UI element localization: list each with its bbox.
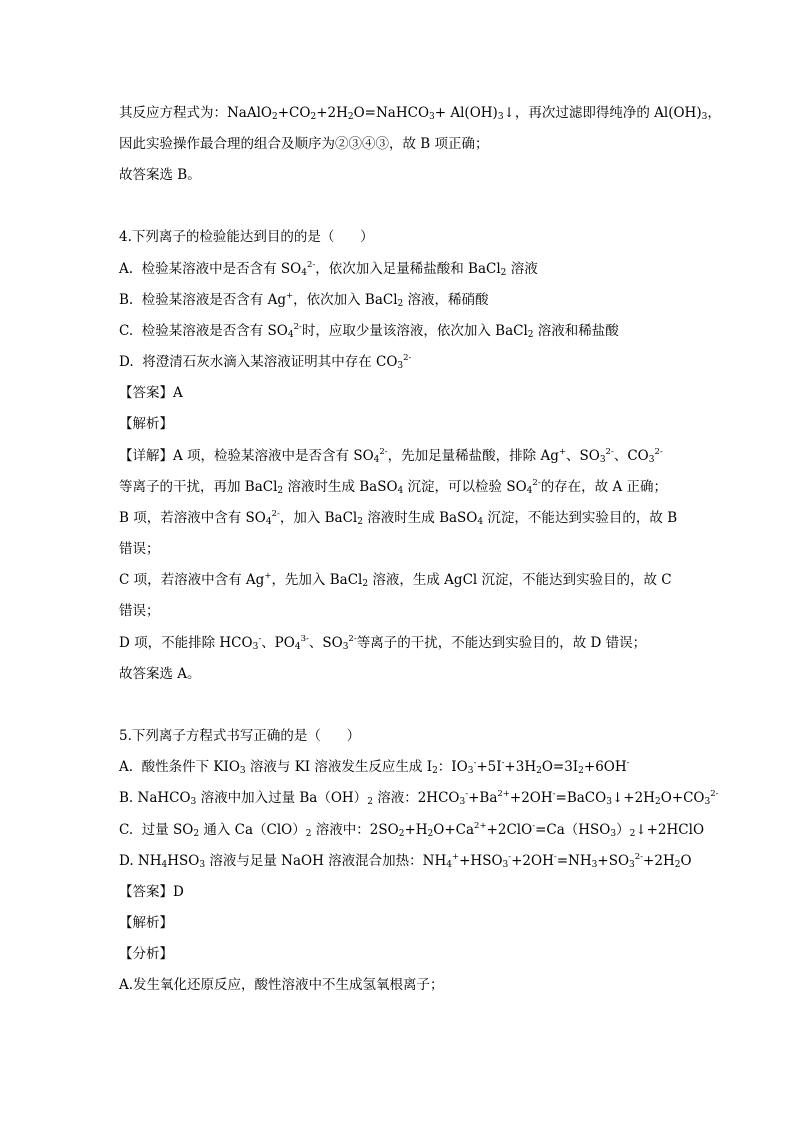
question-4-detail-line: 【详解】A 项，检验某溶液中是否含有 $SO_4^{2-}$，先加足量稀盐酸，排除 Ag+、$SO_3^{2-}$、$CO_3^{2-}$ — [119, 447, 663, 465]
question-5-answer: 【答案】D — [119, 884, 184, 900]
question-4-detail-line: C 项，若溶液中含有 Ag+，先加入 BaCl$_2$ 溶液，生成 AgCl 沉淀，不能达到实验目的，故 C — [119, 571, 672, 589]
question-5-analysis-subheading: 【分析】 — [119, 946, 173, 962]
question-5-option-a: A. 酸性条件下 $KIO_3$ 溶液与 KI 溶液发生反应生成 $I_2$：$IO_3^-+5I^-+3H_2O=3I_2+6OH^-$ — [119, 758, 630, 776]
question-4-option-c: C. 检验某溶液是否含有 $SO_4^{2-}$时，应取少量该溶液，依次加入 BaCl$_2$ 溶液和稀盐酸 — [119, 322, 619, 340]
question-4-detail-line: 错误； — [119, 603, 160, 619]
question-5-option-c: C. 过量 $SO_2$ 通入 $Ca(ClO)_2$ 溶液中：$2SO_2+H_2O+Ca^{2+}+2ClO^-=Ca(HSO_3)_2↓+2HClO$ — [119, 821, 705, 839]
question-5-option-d: D. $NH_4HSO_3$ 溶液与足量 NaOH 溶液混合加热：$NH_4^++HSO_3^-+2OH^-=NH_3+SO_3^{2-}+2H_2O$ — [119, 852, 692, 870]
question-4-detail-line: 错误； — [119, 541, 160, 557]
answer-summary-line: 故答案选 B。 — [119, 167, 201, 183]
conclusion-line: 因此实验操作最合理的组合及顺序为②③④③，故 B 项正确； — [119, 136, 489, 152]
question-4-conclusion: 故答案选 A。 — [119, 666, 201, 682]
question-5-stem: 5.下列离子方程式书写正确的是（ ） — [119, 728, 361, 744]
reaction-equation-line: 其反应方程式为：$NaAlO_2+CO_2+2H_2O=NaHCO_3+$ $Al(OH)_3↓$，再次过滤即得纯净的 $Al(OH)_3$， — [119, 105, 721, 122]
question-5-analysis-line: A.发生氧化还原反应，酸性溶液中不生成氢氧根离子； — [119, 977, 444, 993]
question-4-detail-line: 等离子的干扰，再加 BaCl$_2$ 溶液时生成 BaSO$_4$ 沉淀，可以检验 $SO_4^{2-}$的存在，故 A 正确； — [119, 478, 668, 496]
question-4-detail-line: D 项，不能排除 $HCO_3^-$、$PO_4^{3-}$、$SO_3^{2-}$等离子的干扰，不能达到实验目的，故 D 错误； — [119, 634, 647, 652]
question-4-analysis-heading: 【解析】 — [119, 416, 173, 432]
question-4-option-a: A. 检验某溶液中是否含有 $SO_4^{2-}$，依次加入足量稀盐酸和 BaCl$_2$ 溶液 — [119, 260, 538, 278]
question-5-analysis-heading: 【解析】 — [119, 915, 173, 931]
question-4-option-b: B. 检验某溶液是否含有 Ag+，依次加入 BaCl$_2$ 溶液，稀硝酸 — [119, 291, 489, 309]
question-4-answer: 【答案】A — [119, 385, 183, 401]
question-4-stem: 4.下列离子的检验能达到目的的是（ ） — [119, 229, 374, 245]
question-5-option-b: B. NaHCO$_3$ 溶液中加入过量 $Ba(OH)_2$ 溶液：$2HCO_3^-+Ba^{2+}+2OH^-=BaCO_3↓+2H_2O+CO_3^{2-}$ — [119, 789, 719, 807]
question-4-option-d: D. 将澄清石灰水滴入某溶液证明其中存在 $CO_3^{2-}$ — [119, 353, 412, 371]
question-4-detail-line: B 项，若溶液中含有 $SO_4^{2-}$，加入 BaCl$_2$ 溶液时生成 BaSO$_4$ 沉淀，不能达到实验目的，故 B — [119, 509, 678, 527]
